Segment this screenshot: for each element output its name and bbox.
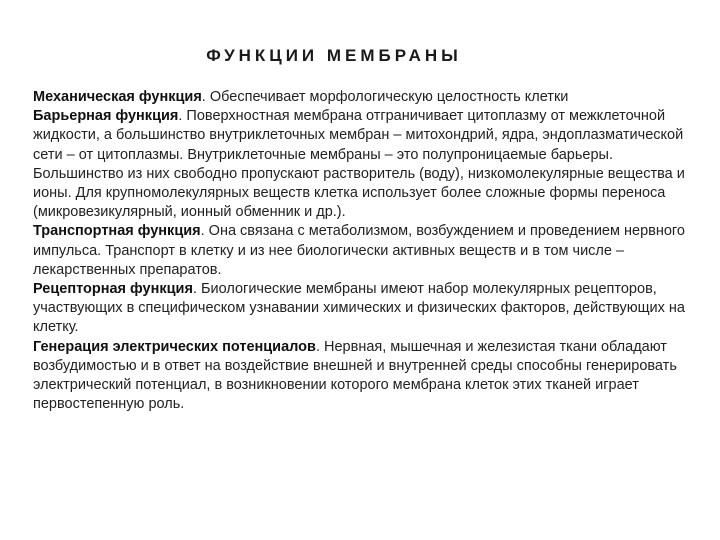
paragraph-text: . Биологические мембраны имеют набор молекулярных рецепторов, участвующих в специфическом узнавании химических и физических факторов, действующих на клетку. (33, 281, 685, 336)
paragraph-barrier-function (33, 107, 703, 222)
slide-title: ФУНКЦИИ МЕМБРАНЫ (206, 46, 462, 65)
paragraph-lead: Транспортная функция (33, 223, 201, 240)
paragraph-lead: Механическая функция (33, 89, 202, 105)
paragraph-text: . Она связана с метаболизмом, возбуждением и проведением нервного импульса. Транспорт в клетку и из нее биологически активных веществ и в том числе – лекарственных препаратов. (33, 223, 685, 278)
paragraph-lead: Генерация электрических потенциалов (33, 338, 316, 355)
paragraph-electric-potentials (33, 338, 703, 415)
paragraph-text: . Нервная, мышечная и железистая ткани обладают возбудимостью и в ответ на воздействие внешней и внутренней среды способны генерировать электрический потенциал, в возникновении которого мембрана клеток этих тканей играет первостепенную роль. (33, 338, 677, 413)
paragraph-lead: Барьерная функция (33, 108, 179, 125)
paragraph-receptor-function (33, 280, 703, 338)
slide-body (33, 88, 703, 414)
paragraph-text: . Поверхностная мембрана отграничивает цитоплазму от межклеточной жидкости, а большинство внутриклеточных мембран – митохондрий, ядра, эндоплазматической сети – от цитоплазмы. Внутриклеточные мембраны – это полупроницаемые барьеры. Большинство из них свободно пропускают растворитель (воду), низкомолекулярные вещества и ионы. Для крупномолекулярных веществ клетка использует более сложные формы переноса (микровезикулярный, ионный обменник и др.). (33, 108, 685, 221)
paragraph-mechanical-function (33, 88, 703, 107)
paragraph-text: . Обеспечивает морфологическую целостность клетки (201, 89, 569, 105)
paragraph-transport-function (33, 222, 703, 280)
paragraph-lead: Рецепторная функция (33, 281, 193, 298)
